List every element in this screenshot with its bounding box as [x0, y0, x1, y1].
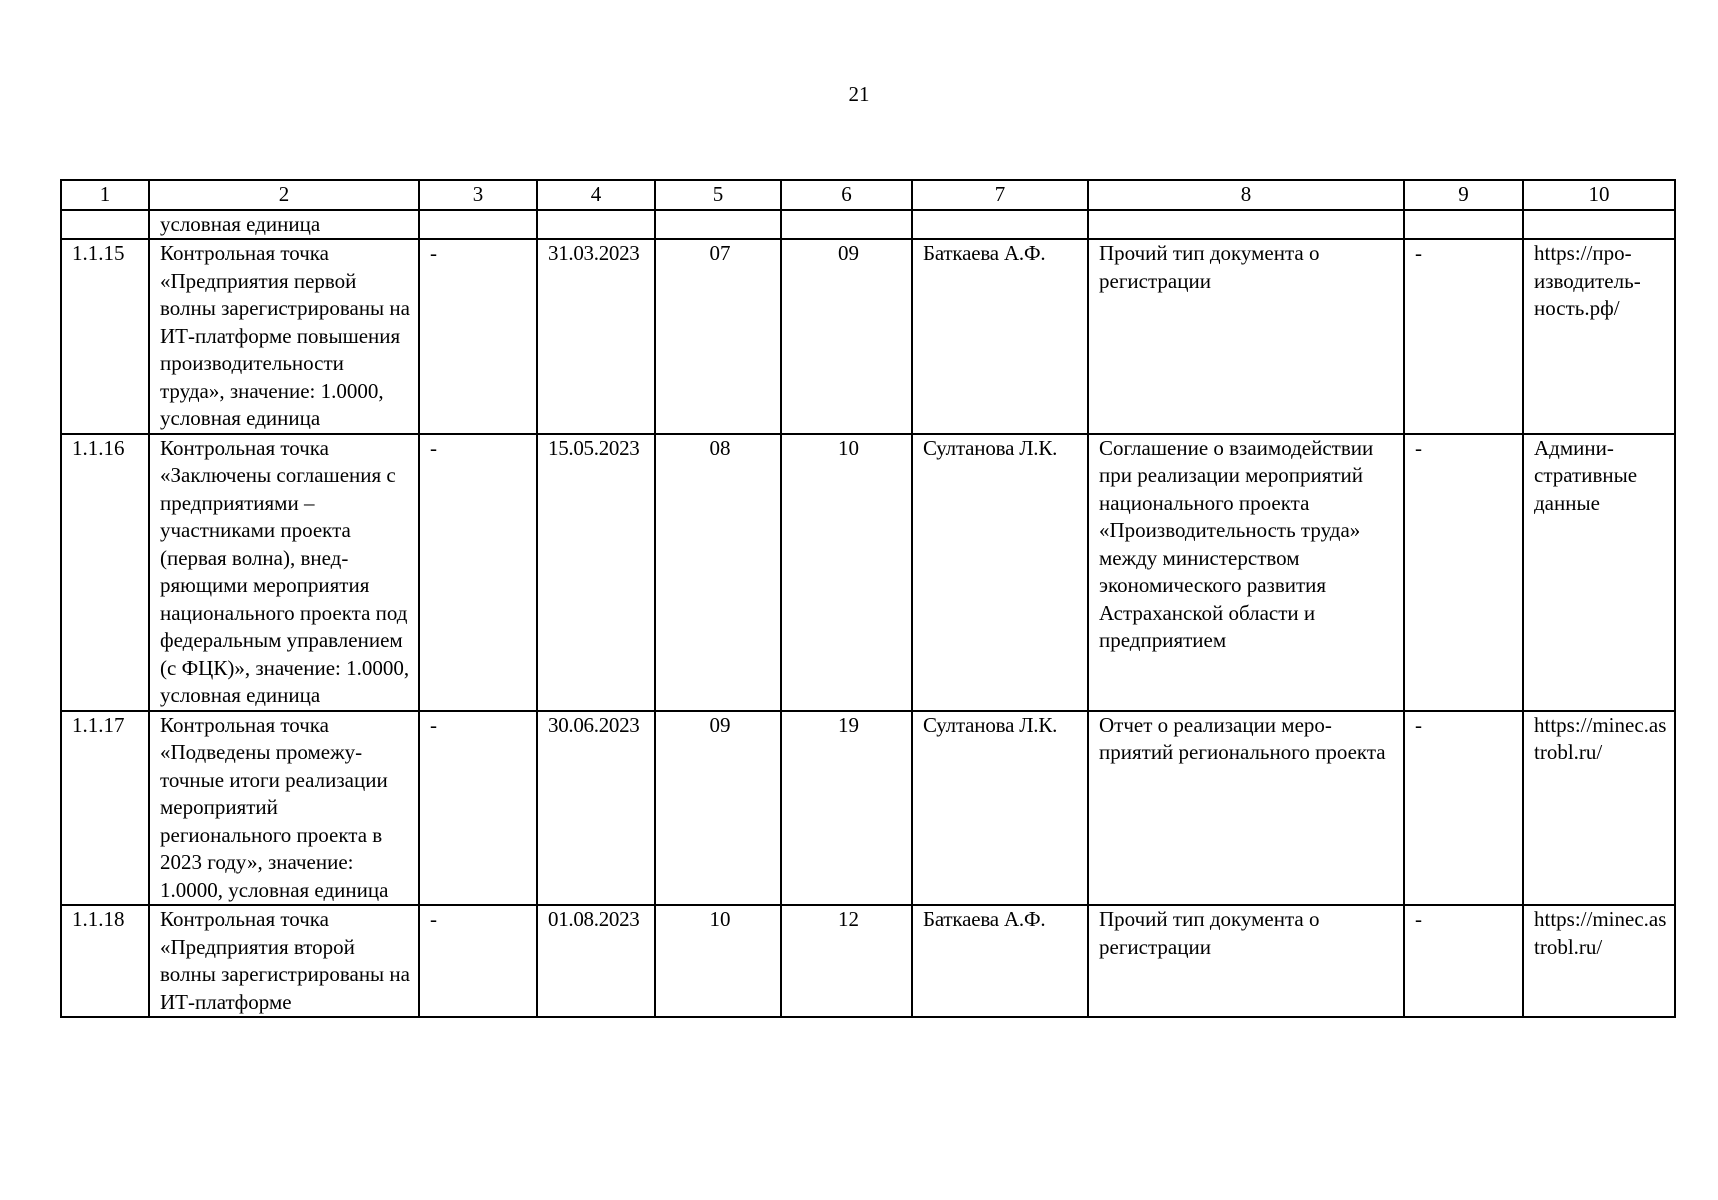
row-date: 01.08.2023 — [537, 905, 655, 1017]
row-col6: 12 — [781, 905, 912, 1017]
row-col9: - — [1404, 711, 1523, 906]
row-source: https://minec.astrobl.ru/ — [1523, 711, 1675, 906]
row-source: https://minec.astrobl.ru/ — [1523, 905, 1675, 1017]
header-row — [61, 180, 1675, 210]
row-number: 1.1.17 — [61, 711, 149, 906]
row-document: Прочий тип документа о регистрации — [1088, 239, 1404, 434]
plan-table — [60, 179, 1676, 1018]
continuation-text: условная единица — [149, 210, 419, 240]
row-responsible: Баткаева А.Ф. — [912, 239, 1088, 434]
row-source: Административные данные — [1523, 434, 1675, 711]
row-document: Отчет о реализации мероприятий регионального проекта — [1088, 711, 1404, 906]
table-row — [61, 711, 1675, 906]
row-col6: 10 — [781, 434, 912, 711]
row-col3: - — [419, 905, 537, 1017]
table-row — [61, 239, 1675, 434]
table-cell — [537, 210, 655, 240]
header-cell-8: 8 — [1088, 180, 1404, 210]
row-responsible: Султанова Л.К. — [912, 711, 1088, 906]
table-cell — [1088, 210, 1404, 240]
row-col5: 10 — [655, 905, 781, 1017]
row-number: 1.1.15 — [61, 239, 149, 434]
row-description: Контрольная точка «Предприятия второй волны зарегистрированы на ИТ-платформе — [149, 905, 419, 1017]
row-col9: - — [1404, 905, 1523, 1017]
table-cell — [912, 210, 1088, 240]
page-number: 21 — [848, 82, 870, 106]
row-col6: 09 — [781, 239, 912, 434]
row-date: 31.03.2023 — [537, 239, 655, 434]
row-number: 1.1.16 — [61, 434, 149, 711]
table-cell — [781, 210, 912, 240]
row-col5: 09 — [655, 711, 781, 906]
row-number: 1.1.18 — [61, 905, 149, 1017]
row-description: Контрольная точка «Предприятия первой волны зарегистрированы на ИТ-платформе повышения производительности труда», значение: 1.0000, условная единица — [149, 239, 419, 434]
header-cell-1: 1 — [61, 180, 149, 210]
table-cell — [419, 210, 537, 240]
row-col3: - — [419, 711, 537, 906]
header-cell-3: 3 — [419, 180, 537, 210]
table-cell — [1523, 210, 1675, 240]
row-col9: - — [1404, 434, 1523, 711]
table-row — [61, 434, 1675, 711]
row-col9: - — [1404, 239, 1523, 434]
header-cell-6: 6 — [781, 180, 912, 210]
row-col6: 19 — [781, 711, 912, 906]
row-responsible: Султанова Л.К. — [912, 434, 1088, 711]
table-cell — [1404, 210, 1523, 240]
header-cell-5: 5 — [655, 180, 781, 210]
row-date: 30.06.2023 — [537, 711, 655, 906]
row-date: 15.05.2023 — [537, 434, 655, 711]
table-cell — [61, 210, 149, 240]
header-cell-2: 2 — [149, 180, 419, 210]
row-col5: 07 — [655, 239, 781, 434]
header-cell-10: 10 — [1523, 180, 1675, 210]
row-col3: - — [419, 434, 537, 711]
header-cell-9: 9 — [1404, 180, 1523, 210]
row-description: Контрольная точка «Подведены промежуточные итоги реализации мероприятий регионального проекта в 2023 году», значение: 1.0000, условная единица — [149, 711, 419, 906]
row-col5: 08 — [655, 434, 781, 711]
row-description: Контрольная точка «Заключены соглашения с предприятиями – участниками проекта (первая волна), внедряющими мероприятия национального проекта под федеральным управлением (с ФЦК)», значение: 1.0000, условная единица — [149, 434, 419, 711]
header-cell-4: 4 — [537, 180, 655, 210]
row-document: Прочий тип документа о регистрации — [1088, 905, 1404, 1017]
table-cell — [655, 210, 781, 240]
row-source: https://производительность.рф/ — [1523, 239, 1675, 434]
table-row — [61, 905, 1675, 1017]
row-col3: - — [419, 239, 537, 434]
continuation-row — [61, 210, 1675, 240]
header-cell-7: 7 — [912, 180, 1088, 210]
row-document: Соглашение о взаимодействии при реализации мероприятий национального проекта «Производительность труда» между министерством экономического развития Астраханской области и предприятием — [1088, 434, 1404, 711]
row-responsible: Баткаева А.Ф. — [912, 905, 1088, 1017]
